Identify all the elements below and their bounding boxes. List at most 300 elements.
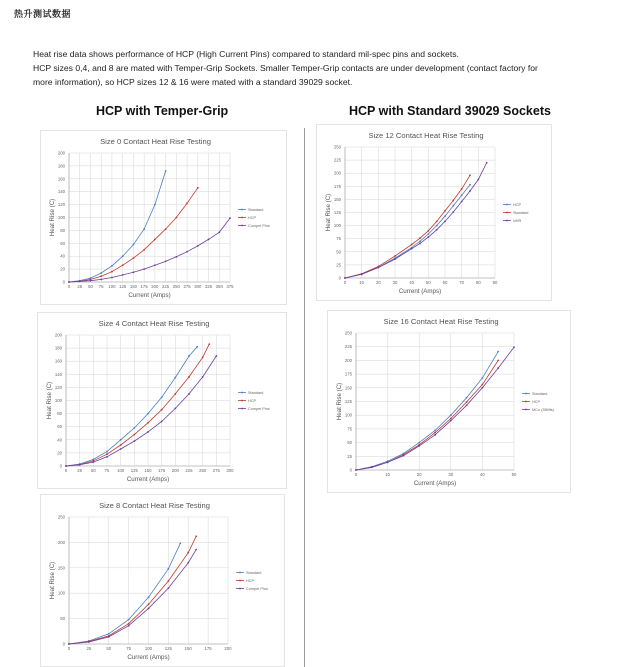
- data-point: [68, 281, 70, 283]
- data-point: [161, 421, 163, 423]
- data-point: [497, 351, 499, 353]
- data-point: [148, 603, 150, 605]
- x-tick-label: 50: [425, 280, 431, 285]
- data-point: [434, 432, 436, 434]
- y-tick-label: 150: [57, 565, 65, 571]
- data-point: [436, 221, 438, 223]
- data-point: [111, 271, 113, 273]
- data-point: [486, 162, 488, 164]
- y-tick-label: 125: [344, 399, 352, 404]
- data-point: [377, 267, 379, 269]
- data-point: [466, 404, 468, 406]
- y-tick-label: 20: [60, 266, 65, 272]
- series-line-hcp: [345, 185, 470, 278]
- data-point: [469, 184, 471, 186]
- series-line-hcp: [66, 344, 209, 466]
- right-column-heading: HCP with Standard 39029 Sockets: [349, 104, 551, 118]
- data-point: [100, 275, 102, 277]
- data-point: [411, 244, 413, 246]
- x-tick-label: 375: [226, 284, 234, 289]
- x-tick-label: 125: [119, 284, 127, 289]
- y-tick-label: 160: [54, 358, 62, 364]
- legend-marker: [525, 393, 527, 395]
- y-tick-label: 60: [57, 424, 62, 430]
- data-point: [419, 240, 421, 242]
- x-tick-label: 275: [183, 284, 191, 289]
- intro-text: [33, 47, 593, 89]
- y-tick-label: 175: [344, 371, 352, 377]
- x-tick-label: 0: [67, 284, 71, 289]
- data-point: [469, 174, 471, 176]
- data-point: [403, 455, 405, 457]
- legend-label: HCP: [248, 398, 257, 403]
- x-tick-label: 350: [215, 284, 223, 289]
- data-point: [88, 641, 90, 643]
- x-tick-label: 150: [144, 468, 152, 473]
- data-point: [65, 465, 67, 467]
- data-point: [128, 625, 130, 627]
- data-point: [154, 239, 156, 241]
- y-tick-label: 175: [333, 183, 341, 189]
- chart-svg: [41, 131, 286, 304]
- data-point: [195, 535, 197, 537]
- data-point: [196, 346, 198, 348]
- data-point: [120, 439, 122, 441]
- data-point: [482, 377, 484, 379]
- data-point: [175, 217, 177, 219]
- data-point: [174, 393, 176, 395]
- x-tick-label: 90: [492, 280, 498, 285]
- y-tick-label: 0: [62, 641, 65, 647]
- data-point: [165, 260, 167, 262]
- data-point: [143, 228, 145, 230]
- data-point: [128, 623, 130, 625]
- x-tick-label: 300: [226, 468, 234, 473]
- x-tick-label: 200: [151, 284, 159, 289]
- x-tick-label: 0: [354, 472, 358, 477]
- y-tick-label: 100: [54, 398, 62, 403]
- data-point: [161, 396, 163, 398]
- y-tick-label: 25: [336, 262, 341, 268]
- y-axis-label: Heat Rise (C): [49, 561, 56, 600]
- data-point: [450, 418, 452, 420]
- data-point: [371, 466, 373, 468]
- legend-marker: [239, 588, 241, 590]
- x-tick-label: 275: [212, 468, 220, 473]
- data-point: [450, 414, 452, 416]
- data-point: [167, 580, 169, 582]
- y-tick-label: 140: [54, 371, 62, 377]
- legend-label: HCP: [513, 202, 522, 207]
- y-axis-label: Heat Rise (C): [325, 193, 332, 232]
- data-point: [195, 549, 197, 551]
- data-point: [418, 445, 420, 447]
- data-point: [218, 231, 220, 233]
- data-point: [148, 596, 150, 598]
- y-tick-label: 125: [333, 210, 341, 215]
- data-point: [154, 204, 156, 206]
- data-point: [188, 376, 190, 378]
- series-line-compet-pins: [69, 550, 196, 645]
- x-tick-label: 50: [88, 284, 93, 289]
- x-tick-label: 50: [106, 646, 112, 651]
- x-tick-label: 75: [98, 284, 104, 289]
- y-tick-label: 180: [54, 345, 62, 351]
- data-point: [148, 608, 150, 610]
- y-tick-label: 200: [57, 539, 65, 545]
- legend-marker: [525, 409, 527, 411]
- x-tick-label: 0: [343, 280, 347, 285]
- x-tick-label: 150: [184, 646, 192, 651]
- x-tick-label: 225: [162, 284, 170, 289]
- y-tick-label: 120: [57, 202, 65, 208]
- x-tick-label: 30: [448, 472, 454, 477]
- y-tick-label: 140: [57, 189, 65, 195]
- y-tick-label: 150: [333, 196, 341, 202]
- series-line-hcp: [69, 536, 196, 644]
- y-tick-label: 200: [344, 357, 352, 363]
- data-point: [165, 228, 167, 230]
- y-tick-label: 250: [344, 330, 352, 336]
- data-point: [202, 356, 204, 358]
- data-point: [197, 187, 199, 189]
- data-point: [143, 268, 145, 270]
- chart-svg: [317, 125, 551, 300]
- y-tick-label: 80: [57, 411, 62, 417]
- data-point: [434, 434, 436, 436]
- x-tick-label: 225: [185, 468, 193, 473]
- y-tick-label: 20: [57, 450, 62, 456]
- legend-label: Standard: [532, 391, 548, 396]
- legend-marker: [241, 225, 243, 227]
- data-point: [477, 179, 479, 181]
- y-tick-label: 200: [54, 332, 62, 338]
- data-point: [361, 273, 363, 275]
- data-point: [411, 248, 413, 250]
- legend-label: HCP: [246, 578, 255, 583]
- chart-svg: [38, 313, 286, 488]
- legend-marker: [241, 209, 243, 211]
- series-line-standard: [345, 175, 470, 278]
- data-point: [111, 265, 113, 267]
- data-point: [197, 245, 199, 247]
- chart-title: Size 4 Contact Heat Rise Testing: [98, 319, 210, 328]
- data-point: [387, 461, 389, 463]
- series-line-standard: [69, 171, 166, 282]
- data-point: [92, 461, 94, 463]
- chart-title: Size 0 Contact Heat Rise Testing: [100, 137, 211, 146]
- data-point: [497, 360, 499, 362]
- y-tick-label: 100: [57, 215, 65, 220]
- y-tick-label: 200: [57, 150, 65, 156]
- data-point: [133, 434, 135, 436]
- x-tick-label: 70: [459, 280, 465, 285]
- data-point: [466, 397, 468, 399]
- data-point: [497, 367, 499, 369]
- legend-label: Compet Pins: [248, 406, 270, 411]
- legend-marker: [506, 220, 508, 222]
- data-point: [215, 355, 217, 357]
- data-point: [122, 255, 124, 257]
- data-point: [133, 244, 135, 246]
- chart-svg: [41, 495, 284, 666]
- data-point: [427, 230, 429, 232]
- x-tick-label: 125: [164, 646, 172, 651]
- legend-label: MCo (35Mfs): [532, 407, 554, 412]
- x-tick-label: 125: [130, 468, 138, 473]
- x-tick-label: 0: [67, 646, 71, 651]
- x-tick-label: 100: [144, 646, 153, 651]
- data-point: [167, 587, 169, 589]
- data-point: [133, 427, 135, 429]
- y-tick-label: 75: [347, 426, 352, 432]
- chart-size-8: [40, 494, 285, 667]
- data-point: [461, 194, 463, 196]
- legend-marker: [241, 408, 243, 410]
- y-tick-label: 60: [60, 240, 65, 246]
- y-tick-label: 75: [336, 236, 341, 242]
- x-tick-label: 40: [409, 280, 415, 285]
- series-line-mco-35mfs: [356, 347, 514, 470]
- y-tick-label: 200: [333, 170, 341, 176]
- data-point: [419, 243, 421, 245]
- data-point: [434, 430, 436, 432]
- data-point: [174, 377, 176, 379]
- x-axis-label: Current (Amps): [126, 476, 170, 483]
- x-tick-label: 60: [442, 280, 448, 285]
- data-point: [202, 376, 204, 378]
- x-tick-label: 175: [158, 468, 166, 473]
- data-point: [120, 444, 122, 446]
- data-point: [79, 280, 81, 282]
- data-point: [133, 440, 135, 442]
- data-point: [147, 413, 149, 415]
- y-axis-label: Heat Rise (C): [336, 382, 343, 421]
- series-line-standard: [356, 352, 498, 470]
- series-line-standard: [69, 543, 180, 644]
- legend-label: Compet Pins: [248, 223, 270, 228]
- legend-label: NHR: [513, 218, 522, 223]
- data-point: [111, 277, 113, 279]
- y-tick-label: 80: [60, 227, 65, 233]
- data-point: [122, 274, 124, 276]
- legend-marker: [525, 401, 527, 403]
- data-point: [100, 272, 102, 274]
- x-tick-label: 25: [77, 284, 83, 289]
- data-point: [186, 251, 188, 253]
- series-line-compet-pins: [69, 218, 230, 282]
- data-point: [355, 469, 357, 471]
- x-tick-label: 25: [86, 646, 92, 651]
- legend-label: Compet Pins: [246, 586, 268, 591]
- y-tick-label: 25: [347, 453, 352, 459]
- data-point: [108, 633, 110, 635]
- data-point: [188, 355, 190, 357]
- y-tick-label: 100: [344, 412, 352, 418]
- data-point: [108, 636, 110, 638]
- x-tick-label: 200: [171, 468, 179, 473]
- data-point: [165, 170, 167, 172]
- data-point: [120, 448, 122, 450]
- data-point: [436, 225, 438, 227]
- data-point: [344, 277, 346, 279]
- x-tick-label: 10: [359, 280, 365, 285]
- data-point: [450, 420, 452, 422]
- y-tick-label: 0: [59, 463, 62, 469]
- chart-size-4: [37, 312, 287, 489]
- data-point: [513, 346, 515, 348]
- x-tick-label: 250: [172, 284, 180, 289]
- x-tick-label: 20: [375, 280, 381, 285]
- data-point: [466, 401, 468, 403]
- legend-marker: [241, 392, 243, 394]
- data-point: [444, 210, 446, 212]
- intro-line-3: more information), so HCP sizes 12 & 16 were mated with a standard 39029 socket.: [33, 77, 353, 87]
- series-line-nhr: [345, 163, 487, 278]
- legend-label: Standard: [246, 570, 262, 575]
- legend-label: HCP: [532, 399, 541, 404]
- data-point: [229, 217, 231, 219]
- legend-marker: [241, 217, 243, 219]
- x-tick-label: 75: [126, 646, 132, 651]
- chart-title: Size 16 Contact Heat Rise Testing: [383, 317, 499, 326]
- x-tick-label: 325: [204, 284, 213, 289]
- legend-marker: [239, 580, 241, 582]
- chart-title: Size 12 Contact Heat Rise Testing: [368, 131, 484, 140]
- legend-label: Standard: [248, 390, 264, 395]
- data-point: [394, 255, 396, 257]
- data-point: [436, 229, 438, 231]
- data-point: [106, 451, 108, 453]
- data-point: [444, 221, 446, 223]
- chart-size-16: [327, 310, 571, 493]
- data-point: [100, 279, 102, 281]
- y-tick-label: 40: [60, 253, 65, 259]
- x-tick-label: 250: [199, 468, 207, 473]
- legend-label: Standard: [248, 207, 264, 212]
- legend-marker: [241, 400, 243, 402]
- chart-size-0: [40, 130, 287, 305]
- y-axis-label: Heat Rise (C): [46, 381, 53, 420]
- y-tick-label: 225: [333, 157, 341, 163]
- chart-title: Size 8 Contact Heat Rise Testing: [99, 501, 210, 510]
- series-line-compet-pins: [66, 356, 216, 466]
- data-point: [175, 256, 177, 258]
- legend-label: HCP: [248, 215, 257, 220]
- x-tick-label: 100: [117, 468, 125, 473]
- x-tick-label: 25: [77, 468, 83, 473]
- data-point: [174, 407, 176, 409]
- data-point: [452, 211, 454, 213]
- page-title: 热升测试数据: [14, 9, 72, 19]
- data-point: [461, 201, 463, 203]
- y-tick-label: 50: [336, 249, 341, 255]
- data-point: [90, 280, 92, 282]
- x-tick-label: 50: [511, 472, 517, 477]
- data-point: [106, 456, 108, 458]
- y-tick-label: 160: [57, 176, 65, 182]
- x-axis-label: Current (Amps): [127, 654, 170, 661]
- data-point: [147, 431, 149, 433]
- intro-line-1: Heat rise data shows performance of HCP (High Current Pins) compared to standard mil-spec pins and sockets.: [33, 49, 459, 59]
- legend-marker: [239, 572, 241, 574]
- data-point: [186, 202, 188, 204]
- y-tick-label: 180: [57, 163, 65, 169]
- data-point: [188, 393, 190, 395]
- data-point: [79, 464, 81, 466]
- data-point: [133, 257, 135, 259]
- data-point: [133, 271, 135, 273]
- x-tick-label: 20: [416, 472, 422, 477]
- data-point: [418, 442, 420, 444]
- x-tick-label: 50: [90, 468, 96, 473]
- data-point: [179, 543, 181, 545]
- y-tick-label: 250: [333, 144, 341, 150]
- x-tick-label: 150: [129, 284, 137, 289]
- y-tick-label: 120: [54, 384, 62, 390]
- data-point: [106, 453, 108, 455]
- x-tick-label: 300: [194, 284, 202, 289]
- x-tick-label: 175: [140, 284, 148, 289]
- x-tick-label: 0: [64, 468, 68, 473]
- data-point: [143, 249, 145, 251]
- y-tick-label: 150: [344, 385, 352, 391]
- data-point: [427, 236, 429, 238]
- data-point: [161, 409, 163, 411]
- data-point: [208, 239, 210, 241]
- data-point: [122, 264, 124, 266]
- legend-label: Standard: [513, 210, 529, 215]
- y-tick-label: 225: [344, 344, 352, 350]
- x-tick-label: 75: [104, 468, 110, 473]
- data-point: [469, 190, 471, 192]
- y-tick-label: 100: [333, 223, 341, 229]
- chart-size-12: [316, 124, 552, 301]
- chart-svg: [328, 311, 570, 492]
- data-point: [167, 568, 169, 570]
- y-tick-label: 40: [57, 437, 62, 443]
- x-axis-label: Current (Amps): [128, 292, 171, 299]
- x-tick-label: 80: [475, 280, 481, 285]
- y-axis-label: Heat Rise (C): [49, 198, 56, 237]
- left-column-heading: HCP with Temper-Grip: [96, 104, 229, 118]
- x-tick-label: 10: [385, 472, 390, 477]
- data-point: [482, 387, 484, 389]
- x-tick-label: 175: [204, 646, 212, 651]
- data-point: [427, 233, 429, 235]
- data-point: [444, 215, 446, 217]
- data-point: [419, 237, 421, 239]
- x-tick-label: 100: [108, 284, 116, 289]
- y-tick-label: 50: [60, 616, 65, 622]
- y-tick-label: 0: [62, 279, 65, 285]
- y-tick-label: 250: [57, 514, 65, 520]
- data-point: [394, 258, 396, 260]
- data-point: [128, 619, 130, 621]
- y-tick-label: 0: [349, 467, 352, 473]
- data-point: [154, 264, 156, 266]
- data-point: [452, 205, 454, 207]
- data-point: [461, 188, 463, 190]
- legend-marker: [506, 204, 508, 206]
- data-point: [68, 643, 70, 645]
- data-point: [452, 200, 454, 202]
- intro-line-2: HCP sizes 0,4, and 8 are mated with Temper-Grip Sockets. Smaller Temper-Grip contacts are under development (contact factory for: [33, 63, 538, 73]
- x-tick-label: 200: [224, 646, 232, 651]
- column-divider: [304, 128, 305, 667]
- x-tick-label: 40: [480, 472, 485, 477]
- x-tick-label: 30: [392, 280, 398, 285]
